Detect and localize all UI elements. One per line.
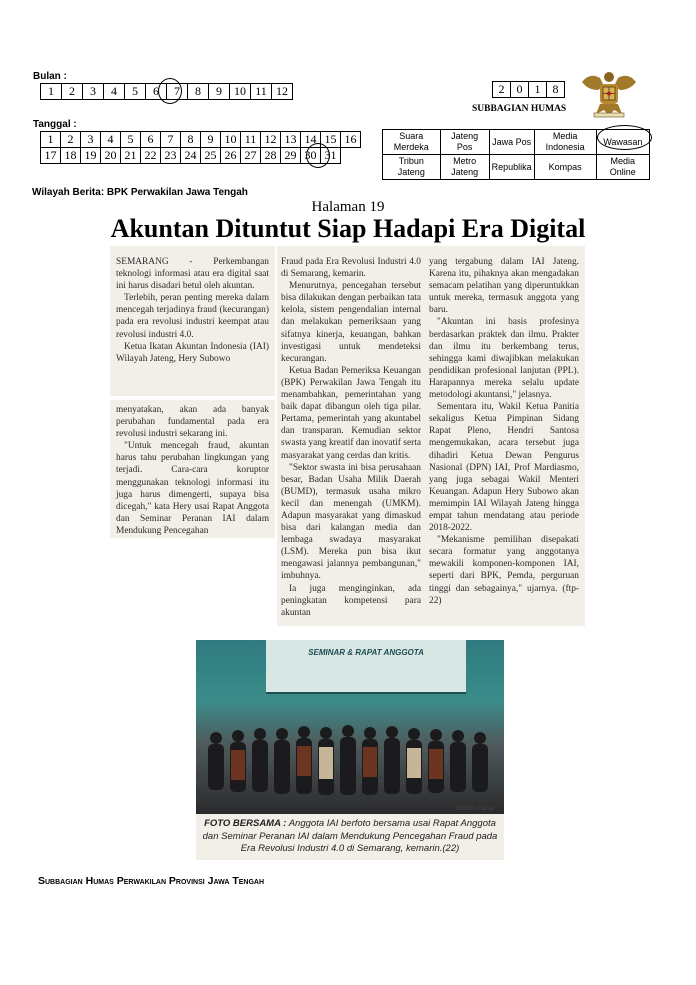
grid-cell: 2 (61, 132, 81, 148)
paragraph: "Sektor swasta ini bisa perusahaan besar, Badan Usaha Milik Daerah (BUMD), termasuk usaha mikro kecil dan menengah (UMKM). Adapun masyarakat yang dimaskud bisa dari kalangan media dan lembaga swadaya masyarakat (LSM). Mereka pun bisa ikut mengawasi jalannya pembangunan," imbuhnya. (281, 462, 421, 582)
paragraph: "Mekanisme pemilihan disepakati secara formatur yang anggotanya mewakili komponen-komponen IAI, seperti dari BPK, Pemda, perguruan tinggi dan sebagainya," ujarnya. (ftp-22) (429, 535, 579, 606)
paragraph: SEMARANG - Perkembangan teknologi informasi atau era digital saat ini harus disadari betul oleh akuntan. (116, 257, 269, 292)
grid-cell: 13 (281, 132, 301, 148)
grid-cell: 3 (83, 84, 104, 100)
grid-cell: 28 (261, 148, 281, 164)
paragraph: yang tergabung dalam IAI Jateng. Karena itu, pihaknya akan mengadakan semacam pelatihan yang diperuntukkan untuk mereka, termasuk anggota yang baru. (429, 257, 579, 316)
grid-cell: 7 (167, 84, 188, 100)
subbagian-humas: SUBBAGIAN HUMAS (472, 104, 567, 114)
media-cell: Jateng Pos (440, 130, 489, 155)
grid-cell: 14 (301, 132, 321, 148)
article-col2 (281, 256, 421, 619)
grid-cell: 9 (209, 84, 230, 100)
media-cell: Suara Merdeka (383, 130, 441, 155)
grid-cell: 31 (321, 148, 341, 164)
grid-cell: 2 (62, 84, 83, 100)
wilayah-berita: Wilayah Berita: BPK Perwakilan Jawa Tengah (32, 187, 248, 198)
grid-cell: 8 (188, 84, 209, 100)
article-title: Akuntan Dituntut Siap Hadapi Era Digital (110, 214, 586, 243)
grid-cell: 10 (230, 84, 251, 100)
grid-cell: 19 (81, 148, 101, 164)
grid-cell: 27 (241, 148, 261, 164)
article-col1-bottom (116, 404, 269, 537)
photo-caption (196, 814, 504, 860)
grid-cell: 9 (201, 132, 221, 148)
grid-cell: 16 (341, 132, 361, 148)
grid-cell: 4 (101, 132, 121, 148)
selected-date-circle (306, 143, 330, 168)
paragraph: "Akuntan ini basis profesinya berdasarkan praktek dan ilmu. Prakter dan ilmu itu berkembang terus, sehingga kami diwajibkan melakukan pendidikan profesional lanjutan (PPL). Harapannya mereka selalu update metodologi akuntansi," jelasnya. (429, 317, 579, 401)
photo-banner (266, 640, 466, 694)
article-col3 (429, 256, 579, 607)
photo-credit: SM/Eko Fatoip (455, 806, 495, 812)
grid-cell: 17 (41, 148, 61, 164)
tanggal-label: Tanggal : (33, 119, 77, 130)
bulan-label: Bulan : (33, 71, 67, 82)
grid-cell: 1 (41, 132, 61, 148)
paragraph: Ketua Ikatan Akuntan Indonesia (IAI) Wilayah Jateng, Hery Subowo (116, 341, 269, 364)
page-number: Halaman 19 (311, 199, 385, 215)
grid-cell: 1 (41, 84, 62, 100)
grid-cell: 15 (321, 132, 341, 148)
grid-cell: 6 (146, 84, 167, 100)
grid-cell: 11 (251, 84, 272, 100)
grid-cell: 12 (272, 84, 293, 100)
grid-cell: 30 (301, 148, 321, 164)
media-cell: Metro Jateng (440, 155, 489, 180)
grid-cell: 5 (125, 84, 146, 100)
grid-cell: 25 (201, 148, 221, 164)
media-cell: Kompas (534, 155, 596, 180)
paragraph: Menurutnya, pencegahan tersebut bisa dilakukan dengan perbaikan tata kelola, sistem pengendalian internal dan melakukan pemeriksaan yang sifatnya kinerja, keuangan, bahkan investigasi untuk mendeteksi kecurangan. (281, 281, 421, 364)
media-cell: Jawa Pos (489, 130, 534, 155)
year-grid (492, 81, 565, 98)
garuda-emblem-icon (578, 68, 640, 120)
caption-text: Anggota IAI berfoto bersama usai Rapat Anggota dan Seminar Peranan IAI dalam Mendukung Pencegahan Fraud pada Era Revolusi Industri 4.0 di Semarang, kemarin.(22) (202, 818, 498, 854)
paragraph: Ketua Badan Pemeriksa Keuangan (BPK) Perwakilan Jawa Tengah itu menambahkan, pemerintahan yang baik dapat dibangun oleh tiga pilar. Pertama, pemerintah yang akuntabel dan transparan. Kemudian sektor swasta yang kreatif dan inovatif serta masyarakat yang cerdas dan kritis. (281, 365, 421, 461)
caption-label: FOTO BERSAMA : (204, 818, 287, 829)
media-cell: Media Indonesia (534, 130, 596, 155)
grid-cell: 23 (161, 148, 181, 164)
paragraph: Ia juga menginginkan, ada peningkatan kompetensi para akuntan (281, 583, 421, 618)
selected-month-circle (158, 78, 182, 104)
grid-cell: 5 (121, 132, 141, 148)
grid-cell: 24 (181, 148, 201, 164)
grid-cell: 3 (81, 132, 101, 148)
grid-cell: 8 (181, 132, 201, 148)
footer-humas: Subbagian Humas Perwakilan Provinsi Jawa Tengah (38, 875, 265, 887)
grid-cell: 1 (529, 82, 547, 98)
paragraph: Sementara itu, Wakil Ketua Panitia sekaligus Ketua Pimpinan Sidang Rapat Pleno, Hendri Santosa mengemukakan, acara tersebut juga dihadiri Ketua Dewan Pengurus Nasional (DPN) IAI, Prof Mardiasmo, yang juga sebagai Wakil Menteri Keuangan. Adapun Hery Subowo akan memimpin IAI Wilayah Jateng hingga empat tahun mendatang atau periode 2018-2022. (429, 402, 579, 534)
grid-cell: 8 (547, 82, 565, 98)
media-cell: Republika (489, 155, 534, 180)
media-cell: Media Online (596, 155, 649, 180)
grid-cell: 4 (104, 84, 125, 100)
paragraph: Terlebih, peran penting mereka dalam mencegah terjadinya fraud (kecurangan) pada era revolusi industri keempat atau revolusi industri 4.0. (116, 293, 269, 340)
media-cell: Wawasan (596, 130, 649, 155)
grid-cell: 29 (281, 148, 301, 164)
grid-cell: 0 (511, 82, 529, 98)
media-cell: Tribun Jateng (383, 155, 441, 180)
article-col1-top (116, 256, 269, 365)
grid-cell: 6 (141, 132, 161, 148)
grid-cell: 7 (161, 132, 181, 148)
banner-text: SEMINAR & RAPAT ANGGOTA (308, 648, 424, 657)
grid-cell: 12 (261, 132, 281, 148)
paragraph: "Untuk mencegah fraud, akuntan harus tahu perubahan lingkungan yang terjadi. Cara-cara koruptor menggunakan teknologi informasi itu juga harus dimengerti, supaya bisa dicegah," kata Hery usai Rapat Anggota dan Seminar Peranan IAI dalam Mendukung Pencegahan (116, 441, 269, 536)
paragraph: menyatakan, akan ada banyak perubahan fundamental pada era revolusi industri sekarang ini. (116, 405, 269, 440)
selected-media-circle (597, 125, 652, 150)
grid-cell: 18 (61, 148, 81, 164)
group-photo (196, 640, 504, 814)
grid-cell: 22 (141, 148, 161, 164)
grid-cell: 20 (101, 148, 121, 164)
people-silhouettes (196, 700, 504, 814)
grid-cell: 26 (221, 148, 241, 164)
grid-cell: 10 (221, 132, 241, 148)
grid-cell: 11 (241, 132, 261, 148)
grid-cell: 21 (121, 148, 141, 164)
grid-cell: 2 (493, 82, 511, 98)
paragraph: Fraud pada Era Revolusi Industri 4.0 di Semarang, kemarin. (281, 257, 421, 280)
